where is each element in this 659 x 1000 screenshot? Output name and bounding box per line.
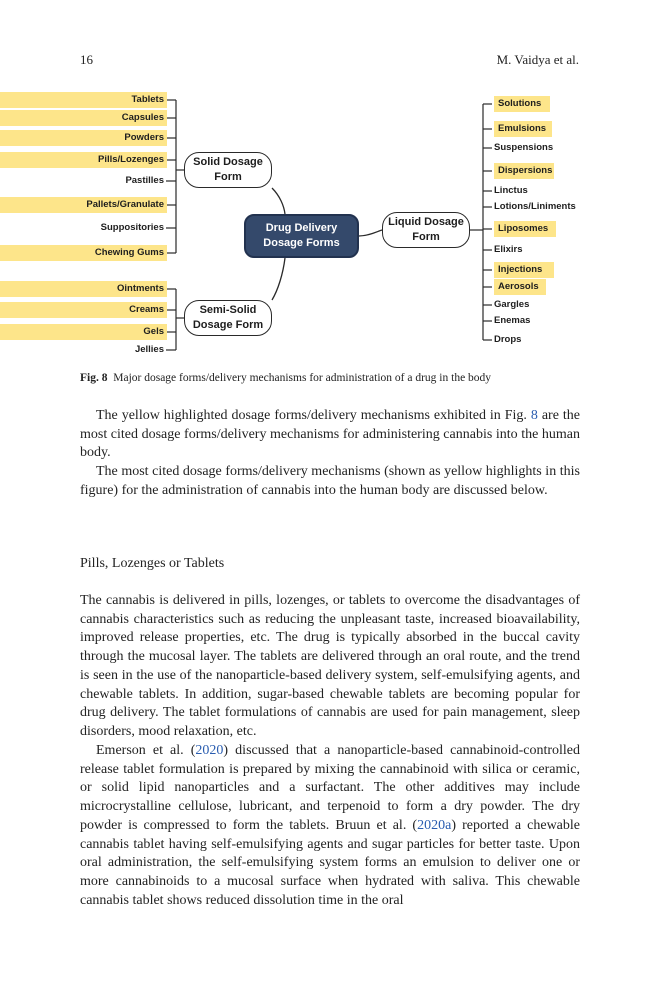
dosage-label-solutions: Solutions [494, 96, 550, 112]
dosage-label-pills-lozenges: Pills/Lozenges [0, 152, 167, 168]
dosage-label-emulsions: Emulsions [494, 121, 552, 137]
dosage-label-jellies: Jellies [134, 344, 164, 355]
dosage-label-gargles: Gargles [494, 299, 530, 310]
caption-label: Fig. 8 [80, 372, 108, 384]
page-number: 16 [80, 52, 93, 67]
center-to-liquid-connector [359, 230, 382, 236]
paragraph-1 [80, 407, 580, 463]
dosage-label-chewing-gums: Chewing Gums [0, 245, 167, 261]
semi-solid-dosage-node: Semi-Solid Dosage Form [184, 300, 272, 336]
paragraph-4-text-a: Emerson et al. ( [96, 743, 196, 758]
dosage-label-linctus: Linctus [494, 185, 528, 196]
paragraph-1-text-b: are the most cited dosage forms/delivery mechanisms for administering cannabis into the human body. [80, 408, 580, 461]
solid-dosage-node: Solid Dosage Form [184, 152, 272, 188]
dosage-label-injections: Injections [494, 262, 554, 278]
dosage-label-liposomes: Liposomes [494, 221, 556, 237]
dosage-label-ointments: Ointments [0, 281, 167, 297]
paragraph-4 [80, 742, 580, 910]
drug-delivery-center-node: Drug Delivery Dosage Forms [244, 214, 359, 258]
paragraph-4-text-c: ) reported a chewable cannabis tablet having self-emulsifying agents and sugar particles for better taste. Upon oral administration, the self-emulsifying system forms an emulsion to deliver one or more cannabinoids to a mucosal surface when hydrated with saliva. This chewable cannabis tablet shows reduced dissolution time in the oral [80, 817, 580, 908]
center-to-solid-connector [272, 188, 285, 214]
caption-text: Major dosage forms/delivery mechanisms for administration of a drug in the body [113, 372, 492, 384]
dosage-label-creams: Creams [0, 302, 167, 318]
figure-8-link[interactable]: 8 [530, 408, 538, 423]
dosage-forms-diagram [0, 0, 659, 380]
dosage-label-dispersions: Dispersions [494, 163, 554, 179]
dosage-label-suppositories: Suppositories [100, 222, 164, 233]
dosage-label-drops: Drops [494, 334, 522, 345]
dosage-label-capsules: Capsules [0, 110, 167, 126]
dosage-label-pastilles: Pastilles [125, 175, 164, 186]
dosage-label-gels: Gels [0, 324, 167, 340]
dosage-label-elixirs: Elixirs [494, 244, 523, 255]
dosage-label-powders: Powders [0, 130, 167, 146]
citation-link-2020a[interactable]: 2020a [417, 817, 452, 833]
diagram-connectors [0, 0, 659, 380]
paragraph-2: The most cited dosage forms/delivery mechanisms (shown as yellow highlights in this figure) for the administration of cannabis into the human body are discussed below. [80, 464, 580, 498]
dosage-label-tablets: Tablets [0, 92, 167, 108]
citation-link-2020[interactable]: 2020 [195, 743, 224, 758]
dosage-label-pallets-granulate: Pallets/Granulate [0, 197, 167, 213]
dosage-label-suspensions: Suspensions [494, 142, 554, 153]
running-authors: M. Vaidya et al. [496, 52, 579, 67]
liquid-dosage-node: Liquid Dosage Form [382, 212, 470, 248]
section-heading: Pills, Lozenges or Tablets [80, 556, 225, 571]
dosage-label-aerosols: Aerosols [494, 279, 546, 295]
paragraph-4-text-b: ) discussed that a nanoparticle-based cannabinoid-controlled release tablet formulation is prepared by mixing the cannabinoid with silica or ceramic, or solid lipid nanoparticles and a surfactant. The other additives may include microcrystalline cellulose, lubricant, and terpenoid to form a dry powder. The dry powder is compressed to form the tablets. Bruun et al. ( [80, 743, 580, 833]
paragraph-1-text-a: The yellow highlighted dosage forms/delivery mechanisms exhibited in Fig. [96, 408, 531, 423]
dosage-label-enemas: Enemas [494, 315, 531, 326]
center-to-semi-connector [272, 258, 285, 300]
dosage-label-lotions-liniments: Lotions/Liniments [494, 201, 576, 212]
paragraph-3: The cannabis is delivered in pills, lozenges, or tablets to overcome the disadvantages of cannabis characteristics such as reducing the unpleasant taste, increased bioavailability, improved release properties, etc. The drug is typically absorbed in the buccal cavity through the mucosal layer. The tablets are delivered through an oral route, and the trend is seen in the use of the nanoparticle-based delivery system, self-emulsifying agents, and chewable tablets. In addition, sugar-based chewable tablets are becoming popular for drug delivery. The tablet formulations of cannabis are used for pain management, sleep disorders, mood relaxation, etc. [80, 593, 580, 739]
figure-caption [80, 370, 580, 386]
